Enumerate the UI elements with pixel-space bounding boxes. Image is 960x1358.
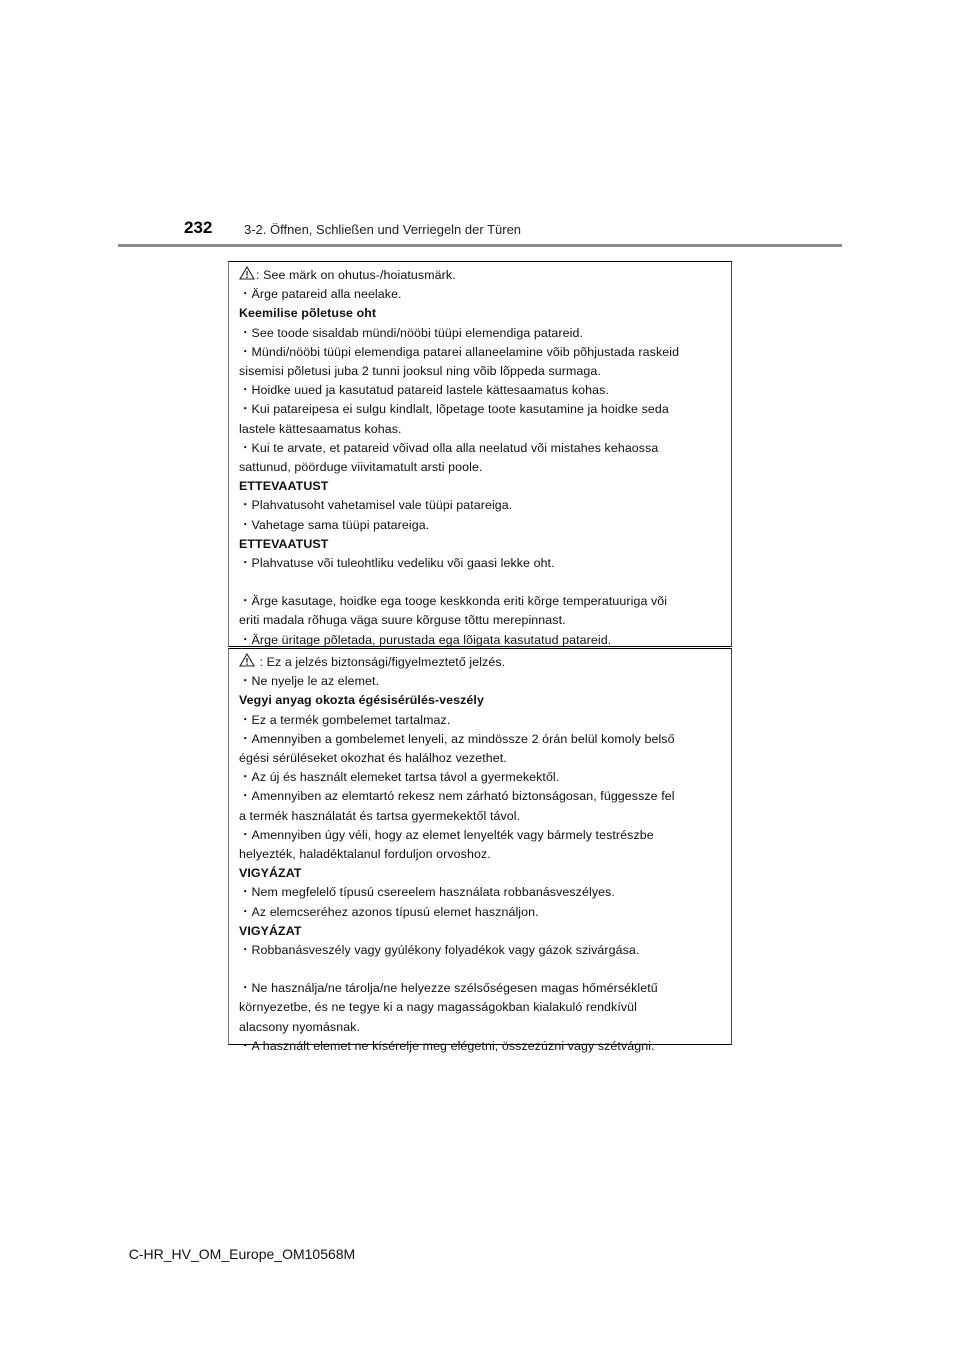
line-text: sisemisi põletusi juba 2 tunni jooksul ning võib lõppeda surmaga. (239, 364, 601, 379)
line-text: Keemilise põletuse oht (239, 306, 377, 321)
warning-heading (239, 691, 723, 710)
warning-text-line (239, 343, 723, 362)
warning-text-line (239, 516, 723, 535)
warning-text-line (239, 592, 723, 611)
warning-text-line (239, 826, 723, 845)
warning-text-line (239, 554, 723, 573)
warning-text-line (239, 611, 723, 630)
warning-text-line (239, 381, 723, 400)
line-text: ・Hoidke uued ja kasutatud patareid lastele kättesaamatus kohas. (239, 383, 609, 398)
warning-text-line (239, 883, 723, 902)
line-text: ETTEVAATUST (239, 479, 329, 494)
line-text: ・Amennyiben úgy véli, hogy az elemet lenyelték vagy bármely testrészbe (239, 827, 654, 842)
line-text: ・Ne nyelje le az elemet. (239, 674, 380, 689)
line-text: Vegyi anyag okozta égésisérülés-veszély (239, 693, 484, 708)
warning-heading (239, 477, 723, 496)
line-text: ・Az elemcseréhez azonos típusú elemet használjon. (239, 904, 539, 919)
line-text: ・See toode sisaldab mündi/nööbi tüüpi elemendiga patareid. (239, 325, 584, 340)
header-rule (118, 244, 842, 247)
line-text: ・Ärge kasutage, hoidke ega tooge keskkonda eriti kõrge temperatuuriga või (239, 594, 668, 609)
warning-text-line (239, 998, 723, 1017)
line-text: ・Ez a termék gombelemet tartalmaz. (239, 712, 451, 727)
warning-triangle-icon (239, 266, 255, 280)
line-text: : See märk on ohutus-/hoiatusmärk. (256, 268, 456, 282)
estonian-warning-box (228, 261, 732, 647)
line-text: ・Az új és használt elemeket tartsa távol a gyermekektől. (239, 770, 560, 785)
warning-text-line (239, 653, 723, 672)
section-title: 3-2. Öffnen, Schließen und Verriegeln der Türen (244, 222, 522, 237)
warning-text-line (239, 362, 723, 381)
warning-text-line (239, 807, 723, 826)
line-text: ・Ne használja/ne tárolja/ne helyezze szélsőségesen magas hőmérsékletű (239, 981, 658, 996)
line-text: ・Ärge patareid alla neelake. (239, 287, 402, 302)
line-text: VIGYÁZAT (239, 866, 302, 881)
page-number: 232 (184, 218, 213, 237)
line-text: sattunud, pöörduge viivitamatult arsti poole. (239, 460, 483, 475)
warning-text-line (239, 903, 723, 922)
warning-text-line (239, 749, 723, 768)
warning-heading (239, 864, 723, 883)
warning-text-line (239, 768, 723, 787)
line-text: lastele kättesaamatus kohas. (239, 421, 402, 436)
line-text: VIGYÁZAT (239, 923, 302, 938)
line-text: : Ez a jelzés biztonsági/figyelmeztető jelzés. (256, 655, 506, 669)
warning-text-line (239, 631, 723, 650)
warning-text-line (239, 1018, 723, 1037)
line-text: ・Nem megfelelő típusú csereelem használata robbanásveszélyes. (239, 885, 615, 900)
line-text: ETTEVAATUST (239, 536, 329, 551)
warning-text-line (239, 439, 723, 458)
line-text: égési sérüléseket okozhat és halálhoz vezethet. (239, 751, 507, 766)
line-text: ・Kui te arvate, et patareid võivad olla alla neelatud või mistahes kehaossa (239, 440, 659, 455)
warning-text-line (239, 845, 723, 864)
warning-text-line (239, 787, 723, 806)
warning-triangle-icon (239, 653, 255, 667)
warning-text-line (239, 941, 723, 960)
warning-text-line (239, 1037, 723, 1056)
line-text: ・Robbanásveszély vagy gyúlékony folyadékok vagy gázok szivárgása. (239, 943, 640, 958)
warning-text-line (239, 400, 723, 419)
line-text: ・Vahetage sama tüüpi patareiga. (239, 517, 430, 532)
line-text: eriti madala rõhuga väga suure kõrguse tõttu merepinnast. (239, 613, 566, 628)
line-text: ・Amennyiben a gombelemet lenyeli, az mindössze 2 órán belül komoly belső (239, 731, 675, 746)
line-text: ・Plahvatuse või tuleohtliku vedeliku või gaasi lekke oht. (239, 556, 555, 571)
blank-line (239, 960, 723, 979)
warning-text-line (239, 324, 723, 343)
line-text: alacsony nyomásnak. (239, 1019, 361, 1034)
blank-line (239, 573, 723, 592)
warning-text-line (239, 730, 723, 749)
warning-text-line (239, 979, 723, 998)
line-text: helyezték, haladéktalanul forduljon orvoshoz. (239, 847, 491, 862)
warning-text-line (239, 711, 723, 730)
line-text: ・Ärge üritage põletada, purustada ega lõigata kasutatud patareid. (239, 632, 612, 647)
warning-text-line (239, 420, 723, 439)
warning-heading (239, 922, 723, 941)
line-text: környezetbe, és ne tegye ki a nagy magasságokban kialakuló rendkívül (239, 1000, 638, 1015)
line-text: ・A használt elemet ne kísérelje meg elégetni, összezúzni vagy szétvágni. (239, 1038, 655, 1053)
line-text: ・Kui patareipesa ei sulgu kindlalt, lõpetage toote kasutamine ja hoidke seda (239, 402, 669, 417)
line-text: a termék használatát és tartsa gyermekektől távol. (239, 808, 521, 823)
warning-text-line (239, 458, 723, 477)
warning-text-line (239, 496, 723, 515)
warning-heading (239, 535, 723, 554)
line-text: ・Amennyiben az elemtartó rekesz nem zárható biztonságosan, függessze fel (239, 789, 675, 804)
warning-text-line (239, 266, 723, 285)
warning-heading (239, 304, 723, 323)
warning-text-line (239, 285, 723, 304)
document-id: C-HR_HV_OM_Europe_OM10568M (128, 1246, 356, 1262)
hungarian-warning-box (228, 648, 732, 1053)
line-text: ・Mündi/nööbi tüüpi elemendiga patarei allaneelamine võib põhjustada raskeid (239, 344, 680, 359)
line-text: ・Plahvatusoht vahetamisel vale tüüpi patareiga. (239, 498, 513, 513)
warning-text-line (239, 672, 723, 691)
